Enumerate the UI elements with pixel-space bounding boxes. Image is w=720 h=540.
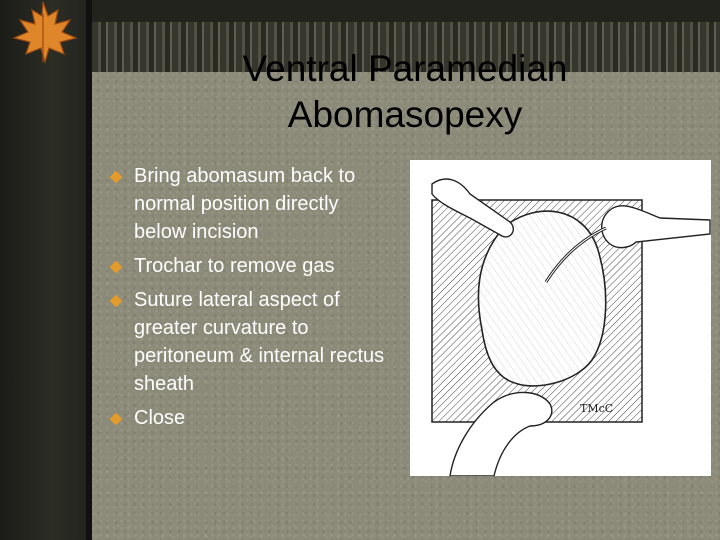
bullet-diamond-icon bbox=[110, 295, 123, 308]
bullet-text: Bring abomasum back to normal position directly below incision bbox=[134, 165, 356, 243]
slide-title bbox=[130, 46, 680, 138]
bullet-list bbox=[110, 162, 392, 438]
slide-title-line-1: Ventral Paramedian bbox=[242, 48, 568, 89]
bullet-item bbox=[110, 404, 392, 432]
bullet-item bbox=[110, 162, 392, 246]
bullet-item bbox=[110, 252, 392, 280]
abomasum-drawing bbox=[410, 160, 711, 476]
bullet-diamond-icon bbox=[110, 171, 123, 184]
bullet-diamond-icon bbox=[110, 261, 123, 274]
surgical-illustration bbox=[410, 160, 711, 476]
upper-right-hand bbox=[602, 206, 710, 248]
bullet-diamond-icon bbox=[110, 413, 123, 426]
slide-title-line-2: Abomasopexy bbox=[287, 94, 523, 135]
bullet-text: Suture lateral aspect of greater curvature to peritoneum & internal rectus sheath bbox=[134, 289, 385, 395]
maple-leaf-icon bbox=[2, 0, 84, 64]
bullet-text: Close bbox=[134, 407, 186, 429]
bullet-text: Trochar to remove gas bbox=[134, 255, 335, 277]
left-dark-bar bbox=[0, 0, 86, 540]
bullet-item bbox=[110, 286, 392, 398]
illustrator-signature: TMcC bbox=[580, 402, 614, 415]
